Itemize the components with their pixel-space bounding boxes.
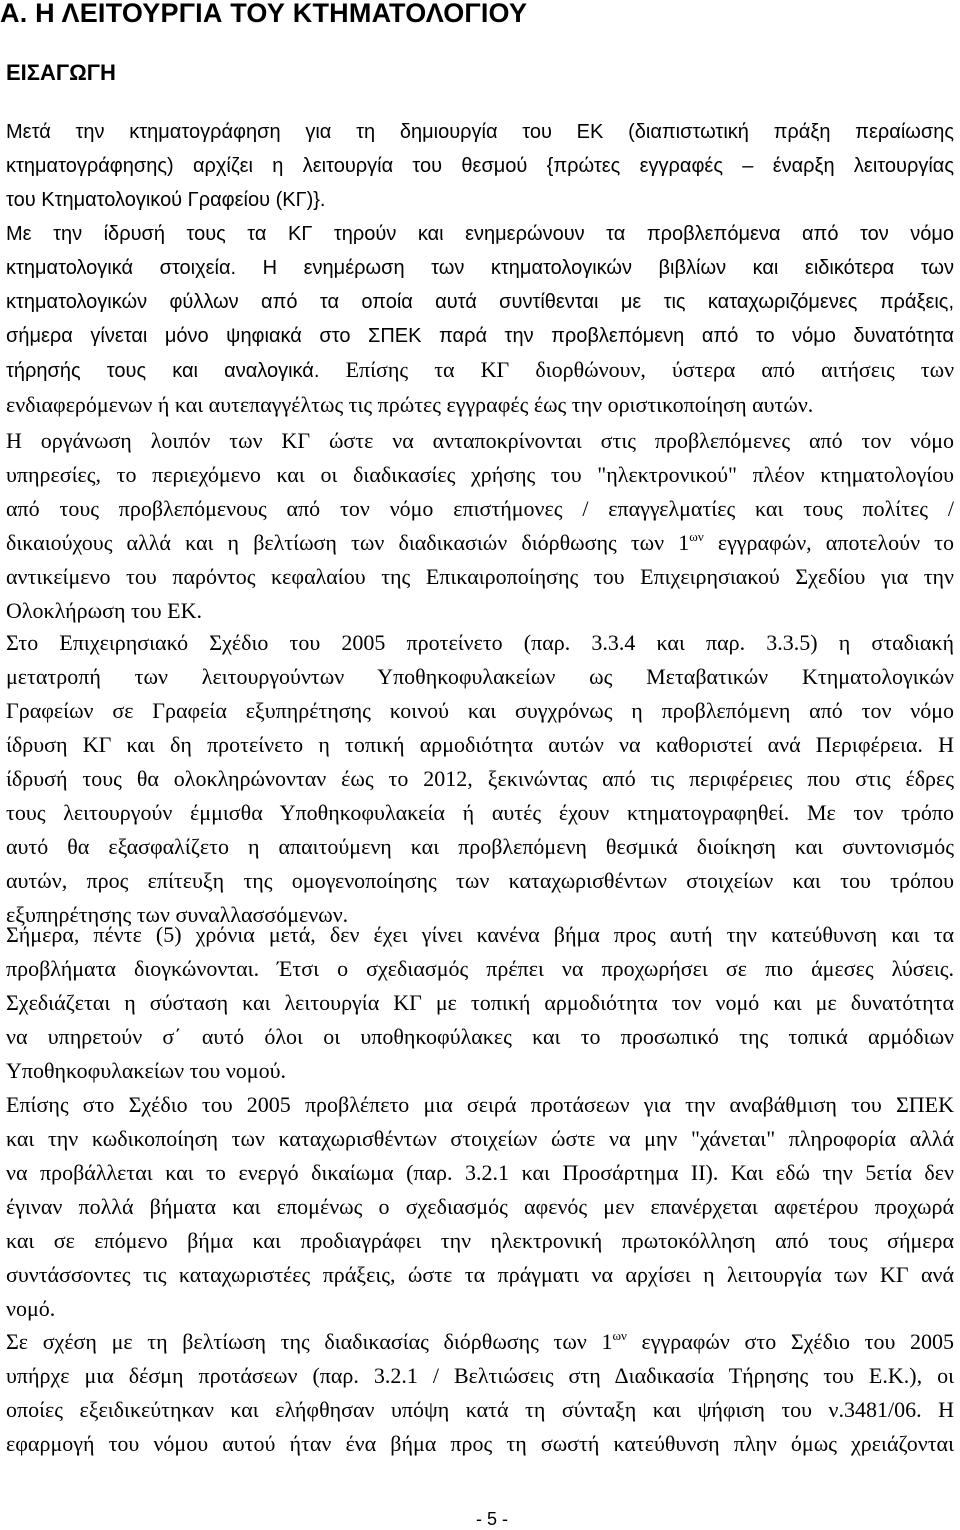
text-line: κτηματολογικών φύλλων από τα οποία αυτά συντίθενται με τις καταχωριζόμενες πράξεις, — [6, 291, 954, 313]
text-segment: δικαιούχους αλλά και η βελτίωση των διαδικασιών διόρθωσης των 1 — [6, 530, 690, 555]
text-line: ίδρυση ΚΓ και δη προτείνετο η τοπική αρμοδιότητα αυτών να καθοριστεί ανά Περιφέρεια. Η — [6, 732, 954, 757]
text-line: συντάσσοντες τις καταχωριστέες πράξεις, ώστε τα πράγματι να αρχίσει η λειτουργία των ΚΓ ανά — [6, 1262, 954, 1287]
text-line: Υποθηκοφυλακείων του νομού. — [6, 1058, 286, 1083]
text-line: τους λειτουργούν έμμισθα Υποθηκοφυλακεία ή αυτές έχουν κτηματογραφηθεί. Με τον τρόπο — [6, 800, 954, 825]
page-number: - 5 - — [475, 1509, 508, 1529]
text-line: Ολοκλήρωση του ΕΚ. — [6, 598, 203, 623]
superscript: ων — [612, 1328, 627, 1343]
text-line: κτηματογράφησης) αρχίζει η λειτουργία του θεσμού {πρώτες εγγραφές – έναρξη λειτουργίας — [6, 155, 954, 177]
text-segment: εγγραφών στο Σχέδιο του 2005 — [626, 1329, 954, 1354]
paragraph-corrections — [6, 1325, 954, 1461]
paragraph-update — [6, 217, 954, 422]
text-line: Με την ίδρυσή τους τα ΚΓ τηρούν και ενημερώνουν τα προβλεπόμενα από τον νόμο — [6, 223, 954, 245]
text-line: Στο Επιχειρησιακό Σχέδιο του 2005 προτείνετο (παρ. 3.3.4 και παρ. 3.3.5) η σταδιακή — [6, 630, 954, 655]
text-line: Σήμερα, πέντε (5) χρόνια μετά, δεν έχει γίνει κανένα βήμα προς αυτή την κατεύθυνση και τα — [6, 922, 954, 947]
text-line: Μετά την κτηματογράφηση για τη δημιουργία του ΕΚ (διαπιστωτική πράξη περαίωσης — [6, 121, 954, 143]
paragraph-plan-2005 — [6, 626, 954, 932]
paragraph-spek — [6, 1088, 954, 1326]
text-line: και σε επόμενο βήμα και προδιαγράφει την ηλεκτρονική πρωτοκόλληση από τους σήμερα — [6, 1228, 954, 1253]
text-line: από τους προβλεπόμενους από τον νόμο επιστήμονες / επαγγελματίες και τους πολίτες / — [6, 496, 954, 521]
text-segment: Η ενημέρωση των κτηματολογικών βιβλίων και ειδικότερα των — [262, 257, 954, 279]
text-line: σήμερα γίνεται μόνο ψηφιακά στο ΣΠΕΚ παρά την προβλεπόμενη από το νόμο δυνατότητα — [6, 325, 954, 347]
paragraph-organization — [6, 424, 954, 628]
text-line: ενδιαφερόμενων ή και αυτεπαγγέλτως τις πρώτες εγγραφές έως την οριστικοποίηση αυτών. — [6, 392, 814, 417]
text-line: Σχεδιάζεται η σύσταση και λειτουργία ΚΓ με τοπική αρμοδιότητα τον νομό και με δυνατότητα — [6, 990, 954, 1015]
section-heading: ΕΙΣΑΓΩΓΗ — [6, 60, 116, 85]
text-line: νομό. — [6, 1296, 56, 1321]
text-line: μετατροπή των λειτουργούντων Υποθηκοφυλακείων ως Μεταβατικών Κτηματολογικών — [6, 664, 954, 689]
text-segment: Σε σχέση με τη βελτίωση της διαδικασίας διόρθωσης των 1 — [6, 1329, 613, 1354]
superscript: ων — [689, 529, 704, 544]
text-line: υπήρχε μια δέσμη προτάσεων (παρ. 3.2.1 / Βελτιώσεις στη Διαδικασία Τήρησης του Ε.Κ.), οι — [6, 1363, 954, 1388]
text-segment: εγγραφών, αποτελούν το — [703, 530, 955, 555]
text-line: αυτών, προς επίτευξη της ομογενοποίησης των καταχωρισθέντων στοιχείων και του τρόπου — [6, 868, 954, 893]
text-line: εφαρμογή του νόμου αυτού ήταν ένα βήμα προς τη σωστή κατεύθυνση πλην όμως χρειάζονται — [6, 1431, 954, 1456]
text-line: αυτό θα εξασφαλίζετο η απαιτούμενη και προβλεπόμενη θεσμικά διοίκηση και συντονισμός — [6, 834, 954, 859]
text-line — [6, 1325, 954, 1359]
text-segment: κτηματολογικά στοιχεία. — [6, 257, 237, 279]
text-line: οποίες εξειδικεύτηκαν και ελήφθησαν υπόψη κατά τη σύνταξη και ψήφιση του ν.3481/06. Η — [6, 1397, 954, 1422]
paragraph-today — [6, 918, 954, 1088]
text-line: να προβάλλεται και το ενεργό δικαίωμα (παρ. 3.2.1 και Προσάρτημα ΙΙ). Και εδώ την 5ετία δεν — [6, 1160, 954, 1185]
text-line — [6, 251, 954, 285]
text-line: του Κτηματολογικού Γραφείου (ΚΓ)}. — [6, 189, 326, 211]
text-line: Επίσης στο Σχέδιο του 2005 προβλέπετο μια σειρά προτάσεων για την αναβάθμιση του ΣΠΕΚ — [6, 1092, 954, 1117]
text-segment: τήρησής τους και αναλογικά. — [6, 360, 320, 382]
page-number-footer — [0, 1508, 960, 1530]
text-line — [6, 353, 954, 388]
text-segment: Επίσης τα ΚΓ διορθώνουν, ύστερα από αιτήσεις των — [345, 357, 955, 382]
text-line: ίδρυσή τους θα ολοκληρώνονταν έως το 2012, ξεκινώντας από τις περιφέρειες που στις έδρες — [6, 766, 954, 791]
text-line: αντικείμενο του παρόντος κεφαλαίου της Επικαιροποίησης του Επιχειρησιακού Σχεδίου για την — [6, 564, 954, 589]
text-line: και την κωδικοποίηση των καταχωρισθέντων στοιχείων ώστε να μην "χάνεται" πληροφορία αλλά — [6, 1126, 954, 1151]
paragraph-intro — [6, 115, 954, 217]
text-line: υπηρεσίες, το περιεχόμενο και οι διαδικασίες χρήσης του "ηλεκτρονικού" πλέον κτηματολογίου — [6, 462, 954, 487]
text-line — [6, 526, 954, 560]
text-line: έγιναν πολλά βήματα και επομένως ο σχεδιασμός αφενός μεν επανέρχεται αφετέρου προχωρά — [6, 1194, 954, 1219]
chapter-title: Α. Η ΛΕΙΤΟΥΡΓΙΑ ΤΟΥ ΚΤΗΜΑΤΟΛΟΓΙΟΥ — [0, 0, 528, 28]
text-line: εξυπηρέτησης των συναλλασσόμενων. — [6, 902, 349, 927]
text-line: Γραφείων σε Γραφεία εξυπηρέτησης κοινού και συγχρόνως η προβλεπόμενη από τον νόμο — [6, 698, 954, 723]
text-line: Η οργάνωση λοιπόν των ΚΓ ώστε να ανταποκρίνονται στις προβλεπόμενες από τον νόμο — [6, 428, 954, 453]
text-line: προβλήματα διογκώνονται. Έτσι ο σχεδιασμός πρέπει να προχωρήσει σε πιο άμεσες λύσεις. — [6, 956, 954, 981]
text-line: να υπηρετούν σ΄ αυτό όλοι οι υποθηκοφύλακες και το προσωπικό της τοπικά αρμόδιων — [6, 1024, 954, 1049]
